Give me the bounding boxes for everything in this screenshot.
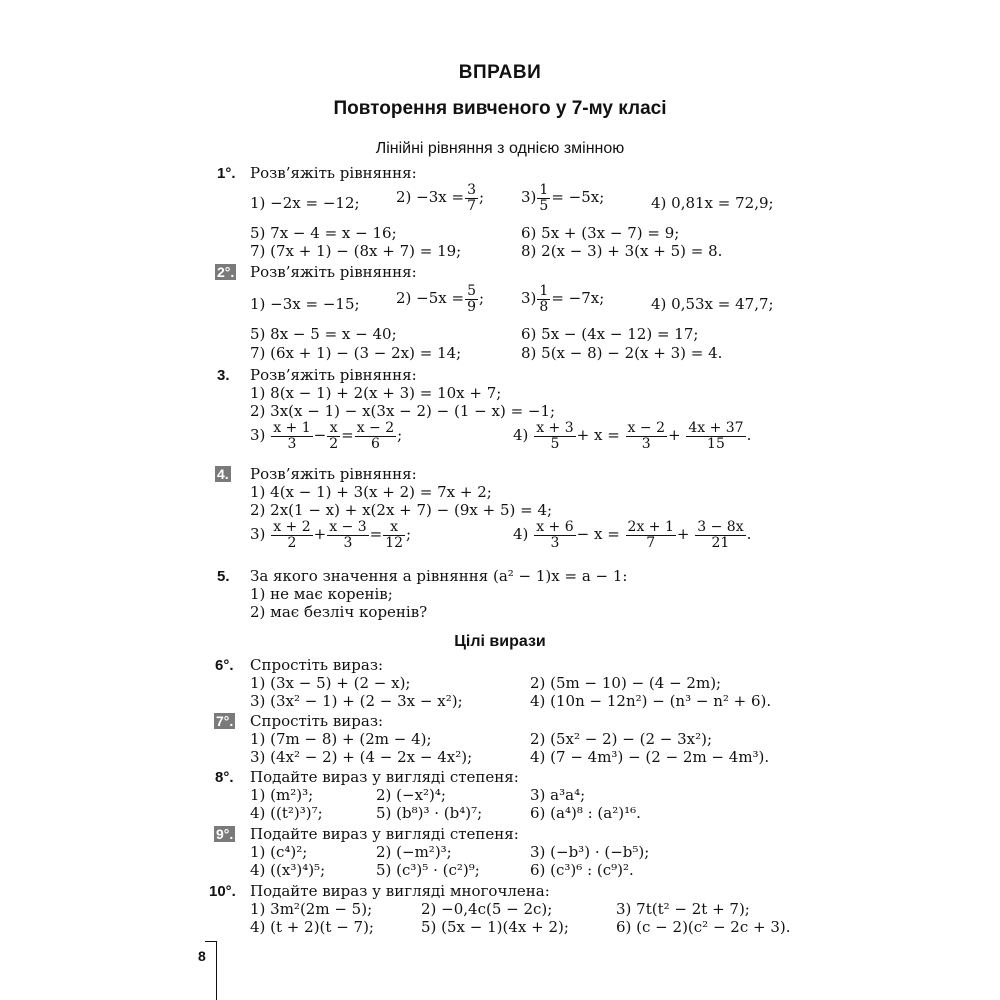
equation: 8) 5(x − 8) − 2(x + 3) = 4.	[521, 344, 723, 362]
equation: 2) має безліч коренів?	[250, 603, 428, 621]
equation: 1) −3x = −15;	[250, 295, 360, 313]
expression: 4) (10n − 12n²) − (n³ − n² + 6).	[530, 692, 772, 710]
expression: 4) (7 − 4m³) − (2 − 2m − 4m³).	[530, 748, 770, 766]
equation: 2) −5x = $\frac{5}{9}$ ;	[396, 283, 485, 315]
page-number-rule	[205, 941, 216, 942]
equation: 1) не має коренів;	[250, 585, 393, 603]
expression: 5) (5x − 1)(4x + 2);	[421, 918, 569, 936]
equation: 1) −2x = −12;	[250, 194, 360, 212]
exercise-number: 3.	[217, 367, 230, 384]
equation: 2) −3x = $\frac{3}{7}$ ;	[396, 182, 485, 214]
expression: 6) (a⁴)⁸ : (a²)¹⁶.	[530, 804, 641, 822]
fraction: $\frac{x + 6}{3}$	[536, 519, 574, 551]
page-title: ВПРАВИ	[458, 62, 542, 83]
fraction: $\frac{x}{2}$	[329, 420, 339, 452]
exercise-number: 5.	[217, 568, 230, 585]
equation: 5) 7x − 4 = x − 16;	[250, 224, 397, 242]
expression: 4) (t + 2)(t − 7);	[250, 918, 374, 936]
expression: 6) (c − 2)(c² − 2c + 3).	[616, 918, 791, 936]
equation: 4) 0,81x = 72,9;	[651, 194, 774, 212]
exercise-task: Розв’яжіть рівняння:	[250, 164, 417, 182]
expression: 1) (7m − 8) + (2m − 4);	[250, 730, 432, 748]
equation: 8) 2(x − 3) + 3(x + 5) = 8.	[521, 242, 723, 260]
exercise-number: 8°.	[215, 769, 234, 786]
expression: 3) 7t(t² − 2t + 7);	[616, 900, 750, 918]
expression: 5) (c³)⁵ · (c²)⁹;	[376, 861, 480, 879]
fraction: $\frac{1}{8}$	[539, 283, 549, 315]
expression: 2) (5x² − 2) − (2 − 3x²);	[530, 730, 713, 748]
expression: 6) (c³)⁶ : (c⁹)².	[530, 861, 634, 879]
exercise-number: 4.	[217, 466, 229, 482]
fraction: $\frac{3 - 8x}{21}$	[697, 519, 744, 551]
fraction: $\frac{3}{7}$	[467, 182, 476, 214]
expression: 2) −0,4c(5 − 2c);	[421, 900, 553, 918]
equation: 3) $\frac{x + 2}{2}$ + $\frac{x - 3}{3}$ = $\frac{x}{12}$ ;	[250, 519, 412, 551]
fraction: $\frac{1}{5}$	[539, 182, 549, 214]
page-number: 8	[198, 948, 206, 964]
page-subtitle: Повторення вивченого у 7-му класі	[333, 98, 667, 119]
expression: 1) 3m²(2m − 5);	[250, 900, 373, 918]
exercise-task: Спростіть вираз:	[250, 712, 384, 730]
expression: 1) (3x − 5) + (2 − x);	[250, 674, 411, 692]
exercise-task: Спростіть вираз:	[250, 656, 384, 674]
expression: 3) (−b³) · (−b⁵);	[530, 843, 650, 861]
fraction: $\frac{x - 2}{6}$	[356, 420, 395, 452]
exercise-number: 1°.	[217, 165, 236, 182]
fraction: $\frac{x}{12}$	[385, 519, 404, 551]
exercise-task: Розв’яжіть рівняння:	[250, 465, 417, 483]
exercise-task: Подайте вираз у вигляді степеня:	[250, 825, 519, 843]
exercise-task: Подайте вираз у вигляді степеня:	[250, 768, 519, 786]
expression: 1) (c⁴)²;	[250, 843, 308, 861]
equation: 7) (7x + 1) − (8x + 7) = 19;	[250, 242, 462, 260]
expression: 2) (5m − 10) − (4 − 2m);	[530, 674, 722, 692]
equation: 4) 0,53x = 47,7;	[651, 295, 774, 313]
expression: 4) ((x³)⁴)⁵;	[250, 861, 326, 879]
exercise-number: 6°.	[215, 657, 234, 674]
expression: 3) (3x² − 1) + (2 − 3x − x²);	[250, 692, 463, 710]
exercise-task: Розв’яжіть рівняння:	[250, 263, 417, 281]
fraction: $\frac{x - 2}{3}$	[627, 420, 665, 452]
exercise-number: 10°.	[209, 883, 236, 900]
fraction: $\frac{x + 3}{5}$	[536, 420, 574, 452]
expression: 2) (−m²)³;	[376, 843, 452, 861]
section-heading-expressions: Цілі вирази	[454, 633, 546, 650]
exercise-task: За якого значення a рівняння (a² − 1)x = a − 1:	[250, 567, 628, 585]
equation: 7) (6x + 1) − (3 − 2x) = 14;	[250, 344, 462, 362]
fraction: $\frac{4x + 37}{15}$	[688, 420, 744, 452]
exercise-number: 2°.	[217, 264, 235, 280]
expression: 5) (b⁸)³ · (b⁴)⁷;	[376, 804, 483, 822]
fraction: $\frac{x - 3}{3}$	[329, 519, 367, 551]
equation: 1) 4(x − 1) + 3(x + 2) = 7x + 2;	[250, 483, 492, 501]
fraction: $\frac{5}{9}$	[467, 283, 476, 315]
fraction: $\frac{x + 2}{2}$	[273, 519, 311, 551]
expression: 2) (−x²)⁴;	[376, 786, 446, 804]
equation: 6) 5x + (3x − 7) = 9;	[521, 224, 680, 242]
equation: 3) $\frac{1}{8}$ = −7x;	[521, 283, 605, 315]
equation: 3) $\frac{x + 1}{3}$ − $\frac{x}{2}$ = $\frac{x - 2}{6}$ ;	[250, 420, 403, 452]
exercise-number: 9°.	[216, 826, 234, 842]
fraction: $\frac{2x + 1}{7}$	[627, 519, 674, 551]
fraction: $\frac{x + 1}{3}$	[273, 420, 311, 452]
equation: 2) 3x(x − 1) − x(3x − 2) − (1 − x) = −1;	[250, 402, 556, 420]
equation: 5) 8x − 5 = x − 40;	[250, 325, 397, 343]
expression: 4) ((t²)³)⁷;	[250, 804, 323, 822]
exercise-task: Подайте вираз у вигляді многочлена:	[250, 882, 550, 900]
equation: 1) 8(x − 1) + 2(x + 3) = 10x + 7;	[250, 384, 502, 402]
expression: 3) a³a⁴;	[530, 786, 586, 804]
equation: 2) 2x(1 − x) + x(2x + 7) − (9x + 5) = 4;	[250, 501, 553, 519]
equation: 6) 5x − (4x − 12) = 17;	[521, 325, 699, 343]
exercise-task: Розв’яжіть рівняння:	[250, 366, 417, 384]
exercise-number: 7°.	[216, 713, 234, 729]
equation: 4) $\frac{x + 3}{5}$ + x = $\frac{x - 2}{3}$ + $\frac{4x + 37}{15}$ .	[513, 420, 752, 452]
expression: 3) (4x² − 2) + (4 − 2x − 4x²);	[250, 748, 473, 766]
expression: 1) (m²)³;	[250, 786, 314, 804]
equation: 3) $\frac{1}{5}$ = −5x;	[521, 182, 605, 214]
equation: 4) $\frac{x + 6}{3}$ − x = $\frac{2x + 1}{7}$ + $\frac{3 - 8x}{21}$ .	[513, 519, 752, 551]
page-margin-rule	[216, 941, 217, 1000]
section-heading-linear: Лінійні рівняння з однією змінною	[375, 140, 625, 157]
